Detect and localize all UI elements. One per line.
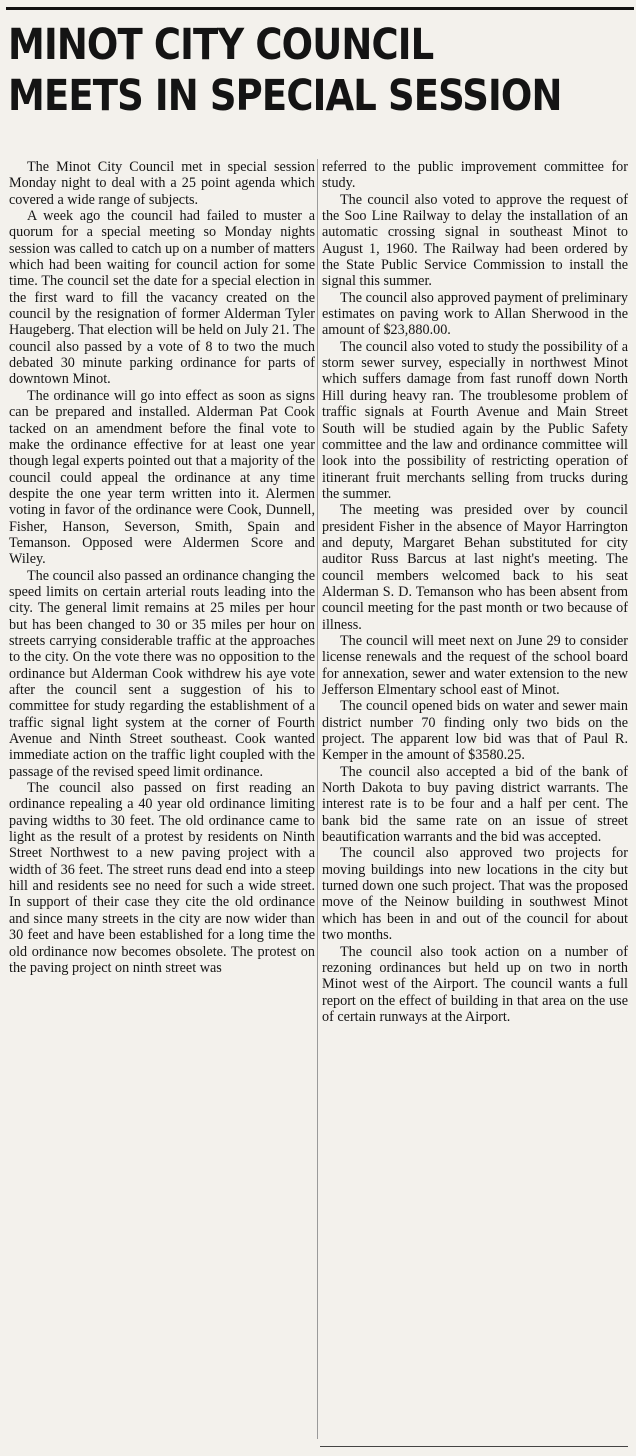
headline-line-1: MINOT CITY COUNCIL [8,20,434,70]
paragraph: The council also passed on first reading an ordinance repealing a 40 year old ordinance limiting paving widths to 30 feet. The old ordinance came to light as the result of a protest by residents on Ninth Street Northwest to a new paving project with a width of 36 feet. The street runs dead end into a steep hill and residents see no need for such a wide street. In support of their case they cite the old ordinance and since many streets in the city are now wider than 30 feet and have been established for a long time the old ordinance now becomes obsolete. The protest on the paving project on ninth street was [9,780,315,976]
paragraph: The council also approved payment of preliminary estimates on paving work to Allan Sherwood in the amount of $23,880.00. [322,289,628,339]
bottom-rule [320,1446,628,1447]
paragraph: A week ago the council had failed to muster a quorum for a special meeting so Monday nights session was called to catch up on a number of matters which had been waiting for council action for some time. The council set the date for a special election in the first ward to fill the vacancy created on the council by the resignation of former Alderman Tyler Haugeberg. That election will be held on July 21. The council also passed by a vote of 8 to two the much debated 30 minute parking ordinance for parts of downtown Minot. [9,208,315,388]
article-column-right [322,159,628,1025]
paragraph: The meeting was presided over by council president Fisher in the absence of Mayor Harrington and deputy, Margaret Behan substituted for city auditor Russ Barcus at last night's meeting. The council members welcomed back to his seat Alderman S. D. Temanson who has been absent from council meeting for the past month or two because of illness. [322,502,628,633]
paragraph: The council opened bids on water and sewer main district number 70 finding only two bids on the project. The apparent low bid was that of Paul R. Kemper in the amount of $3580.25. [322,698,628,764]
paragraph: The council also passed an ordinance changing the speed limits on certain arterial routs leading into the city. The general limit remains at 25 miles per hour but has been changed to 30 or 35 miles per hour on streets carrying considerable traffic at the approaches to the city. On the vote there was no opposition to the ordinance but Alderman Cook withdrew his aye vote after the council sent a suggestion of his to committee for study regarding the establishment of a traffic signal light system at the corner of Fourth Avenue and Ninth Street southeast. Cook wanted immediate action on the traffic light coupled with the passage of the revised speed limit ordinance. [9,567,315,780]
paragraph: The Minot City Council met in special session Monday night to deal with a 25 point agenda which covered a wide range of subjects. [9,159,315,208]
paragraph: The council also voted to study the possibility of a storm sewer survey, especially in northwest Minot which suffers damage from fast runoff down North Hill during heavy ran. The troublesome problem of traffic signals at Fourth Avenue and Main Street South will be studied again by the Public Safety committee and the law and ordinance committee will look into the possibility of restricting operation of itinerant fruit merchants selling from trucks during the summer. [322,338,628,502]
headline [8,20,562,122]
column-divider [317,159,318,1439]
paragraph-continued: referred to the public improvement committee for study. [322,159,628,192]
top-rule [6,7,634,10]
article-column-left [9,159,315,976]
paragraph: The council also voted to approve the request of the Soo Line Railway to delay the installation of an automatic crossing signal in southeast Minot to August 1, 1960. The Railway had been ordered by the State Public Service Commission to install the signal this summer. [322,191,628,290]
paragraph: The ordinance will go into effect as soon as signs can be prepared and installed. Alderman Pat Cook tacked on an amendment before the final vote to make the ordinance effective for at least one year though legal experts pointed out that a majority of the council could appeal the ordinance at any time despite the one year term written into it. Alermen voting in favor of the ordinance were Cook, Dunnell, Fisher, Hanson, Severson, Smith, Spain and Temanson. Opposed were Aldermen Score and Wiley. [9,387,315,568]
paragraph: The council also took action on a number of rezoning ordinances but held up on two in north Minot west of the Airport. The council wants a full report on the effect of building in that area on the use of certain runways at the Airport. [322,943,628,1025]
paragraph: The council also approved two projects for moving buildings into new locations in the city but turned down one such project. That was the proposed move of the Neinow building in southwest Minot which has been in and out of the council for about two months. [322,845,628,944]
paragraph: The council will meet next on June 29 to consider license renewals and the request of the school board for annexation, sewer and water extension to the new Jefferson Elmentary school east of Minot. [322,632,628,698]
paragraph: The council also accepted a bid of the bank of North Dakota to buy paving district warrants. The interest rate is to be four and a half per cent. The bank bid the same rate on an issue of street beautification warrants and the bid was accepted. [322,763,628,846]
headline-line-2: MEETS IN SPECIAL SESSION [8,71,562,121]
